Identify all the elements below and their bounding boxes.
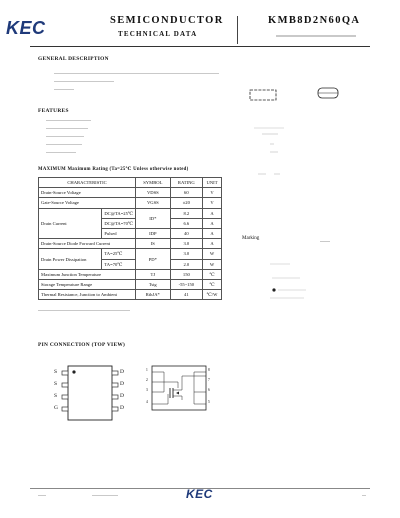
cell-rating: 60 <box>170 188 203 198</box>
cell-symbol: PD* <box>136 249 171 269</box>
feature-line-2 <box>46 128 88 129</box>
cell-unit: V <box>203 188 222 198</box>
general-description-heading: GENERAL DESCRIPTION <box>38 56 109 62</box>
description-line-3 <box>54 89 74 90</box>
cell-rating: 3.0 <box>170 239 203 249</box>
marking-note <box>320 241 330 242</box>
package-top-view <box>50 364 130 422</box>
cell-char: Thermal Resistance, Junction to Ambient <box>39 290 136 300</box>
pin-label-left: S <box>54 381 58 387</box>
footer-date-faint <box>38 495 46 496</box>
cell-unit: ℃/W <box>203 290 222 300</box>
cell-rating: 40 <box>170 229 203 239</box>
cell-char: Drain-Source Voltage <box>39 188 136 198</box>
cell-rating: 150 <box>170 269 203 279</box>
pin-label-right: D <box>120 405 124 411</box>
feature-line-4 <box>46 144 82 145</box>
footer-kec-logo: KEC <box>186 487 213 501</box>
cell-cond: DC@TA=25℃ <box>102 208 136 218</box>
feature-line-5 <box>46 152 76 153</box>
package-body-svg <box>50 364 130 422</box>
cell-rating: 6.6 <box>170 218 203 228</box>
cell-symbol: VGSS <box>136 198 171 208</box>
cell-cond: TA=70℃ <box>102 259 136 269</box>
header-bottom-rule <box>30 46 370 47</box>
cell-unit: ℃ <box>203 280 222 290</box>
pin-label-right: D <box>120 393 124 399</box>
cell-unit: V <box>203 198 222 208</box>
cell-cond: Pulsed <box>102 229 136 239</box>
feature-line-3 <box>46 136 84 137</box>
cell-rating: 41 <box>170 290 203 300</box>
part-subtitle-faint <box>276 35 356 37</box>
cell-unit: W <box>203 249 222 259</box>
table-row <box>39 198 222 208</box>
cell-symbol: IS <box>136 239 171 249</box>
header-title-semiconductor: SEMICONDUCTOR <box>110 15 224 26</box>
features-heading: FEATURES <box>38 108 69 114</box>
header-title-technical-data: TECHNICAL DATA <box>118 30 198 38</box>
cell-cond: DC@TA=70℃ <box>102 218 136 228</box>
header-rating: RATING <box>170 178 203 188</box>
header-symbol: SYMBOL <box>136 178 171 188</box>
footer-revision-faint <box>92 495 118 496</box>
pin-label-left: S <box>54 369 58 375</box>
schematic-pin-number: 8 <box>208 368 210 372</box>
cell-char: Storage Temperature Range <box>39 280 136 290</box>
cell-unit: A <box>203 239 222 249</box>
max-ratings-heading: MAXIMUM Maximum Rating (Ta=25℃ Unless otherwise noted) <box>38 167 189 172</box>
cell-cond: TA=25℃ <box>102 249 136 259</box>
table-row <box>39 280 222 290</box>
cell-symbol: ID* <box>136 208 171 228</box>
kec-logo: KEC <box>6 18 46 38</box>
header-unit: UNIT <box>203 178 222 188</box>
table-row <box>39 239 222 249</box>
schematic-pin-number: 7 <box>208 378 210 382</box>
cell-rating: 2.0 <box>170 259 203 269</box>
cell-unit: W <box>203 259 222 269</box>
cell-unit: ℃ <box>203 269 222 279</box>
cell-char: Drain-Source Diode Forward Current <box>39 239 136 249</box>
description-line-2 <box>54 81 114 82</box>
cell-unit: A <box>203 208 222 218</box>
header-characteristic: CHARACTERISTIC <box>39 178 136 188</box>
feature-line-1 <box>46 120 91 121</box>
schematic-pin-number: 3 <box>146 388 148 392</box>
schematic-pin-number: 4 <box>146 400 148 404</box>
cell-char: Gate-Source Voltage <box>39 198 136 208</box>
schematic-pin-number: 5 <box>208 400 210 404</box>
max-ratings-table <box>38 177 222 300</box>
footer-page-faint <box>362 495 366 496</box>
table-row <box>39 208 222 218</box>
cell-symbol: VDSS <box>136 188 171 198</box>
table-row <box>39 188 222 198</box>
pin-label-right: D <box>120 381 124 387</box>
schematic-pin-number: 2 <box>146 378 148 382</box>
pin-label-left: G <box>54 405 58 411</box>
header-divider-vertical <box>237 16 238 44</box>
cell-rating: 3.0 <box>170 249 203 259</box>
cell-symbol: IDP <box>136 229 171 239</box>
cell-symbol: RthJA* <box>136 290 171 300</box>
cell-symbol: Tstg <box>136 280 171 290</box>
schematic-pin-number: 1 <box>146 368 148 372</box>
cell-char: Drain Current <box>39 208 102 239</box>
pin-label-right: D <box>120 369 124 375</box>
pin-label-left: S <box>54 393 58 399</box>
schematic-svg <box>142 364 216 414</box>
description-line-1 <box>54 73 219 74</box>
cell-unit: A <box>203 218 222 228</box>
marking-drawing <box>250 248 330 308</box>
internal-schematic <box>142 364 216 414</box>
table-header-row <box>39 178 222 188</box>
cell-rating: 8.2 <box>170 208 203 218</box>
cell-char: Maximum Junction Temperature <box>39 269 136 279</box>
table-row <box>39 249 222 259</box>
pin-connection-heading: PIN CONNECTION (TOP VIEW) <box>38 342 126 348</box>
marking-label: Marking <box>242 236 260 241</box>
cell-rating: ±20 <box>170 198 203 208</box>
table-row <box>39 290 222 300</box>
package-outline-drawing <box>244 82 344 192</box>
table-row <box>39 269 222 279</box>
cell-unit: A <box>203 229 222 239</box>
schematic-pin-number: 6 <box>208 388 210 392</box>
table-footnote <box>38 310 130 311</box>
part-number: KMB8D2N60QA <box>268 15 361 26</box>
cell-char: Drain Power Dissipation <box>39 249 102 269</box>
cell-rating: -55~150 <box>170 280 203 290</box>
cell-symbol: TJ <box>136 269 171 279</box>
